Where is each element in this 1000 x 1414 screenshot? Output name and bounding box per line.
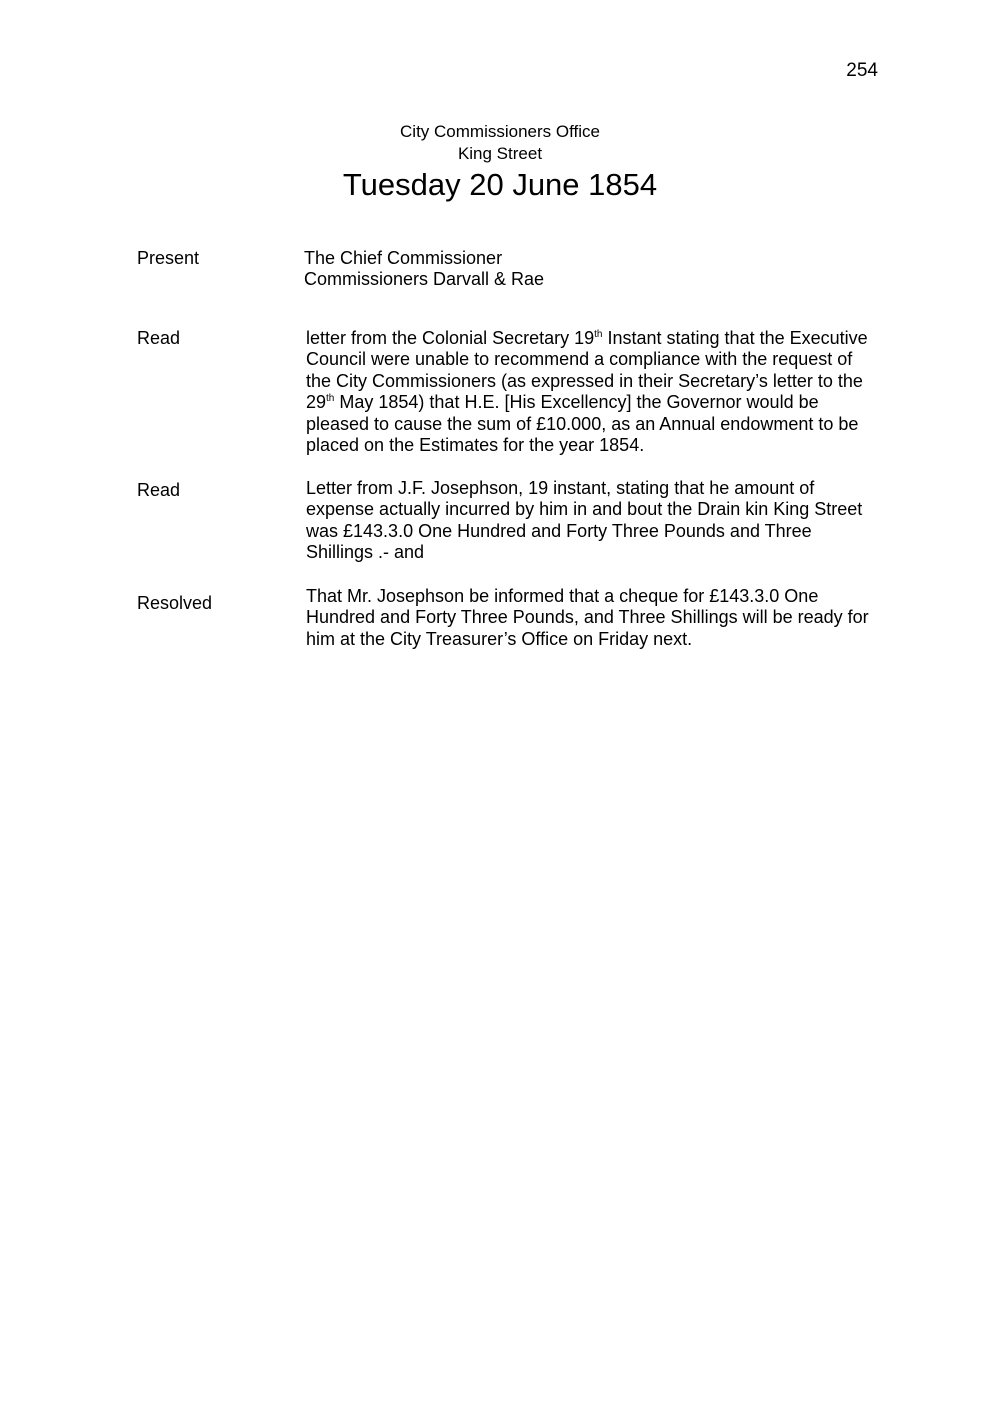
read-line: 29th May 1854) that H.E. [His Excellency] the Governor would be (306, 392, 819, 413)
document-header (0, 121, 1000, 204)
read-line: Shillings .- and (306, 542, 425, 563)
read-line: was £143.3.0 One Hundred and Forty Three Pounds and Three (306, 520, 812, 541)
present-line: Commissioners Darvall & Rae (304, 269, 545, 290)
read-body (306, 328, 896, 456)
present-body (304, 248, 894, 291)
present-label: Present (137, 248, 200, 268)
resolved-line: That Mr. Josephson be informed that a cheque for £143.3.0 One (306, 586, 819, 606)
read-line: letter from the Colonial Secretary 19th Instant stating that the Executive (306, 328, 868, 348)
page-number: 254 (846, 60, 878, 81)
read-label: Read (137, 328, 181, 348)
read-label: Read (137, 480, 181, 500)
read-line: Letter from J.F. Josephson, 19 instant, stating that he amount of (306, 478, 815, 498)
office-name: City Commissioners Office (400, 122, 600, 141)
office-street: King Street (457, 144, 543, 163)
read-line: the City Commissioners (as expressed in their Secretary’s letter to the (306, 370, 863, 391)
present-line: The Chief Commissioner (304, 248, 503, 268)
resolved-label: Resolved (137, 593, 213, 613)
read-line: placed on the Estimates for the year 1854. (306, 435, 645, 456)
meeting-date: Tuesday 20 June 1854 (342, 167, 658, 202)
read-body (306, 478, 896, 564)
resolved-line: him at the City Treasurer’s Office on Friday next. (306, 628, 693, 649)
read-line: pleased to cause the sum of £10.000, as an Annual endowment to be (306, 413, 859, 434)
resolved-body (306, 586, 896, 650)
read-line: expense actually incurred by him in and bout the Drain kin King Street (306, 499, 863, 520)
read-line: Council were unable to recommend a compliance with the request of (306, 349, 853, 370)
resolved-line: Hundred and Forty Three Pounds, and Three Shillings will be ready for (306, 607, 869, 628)
